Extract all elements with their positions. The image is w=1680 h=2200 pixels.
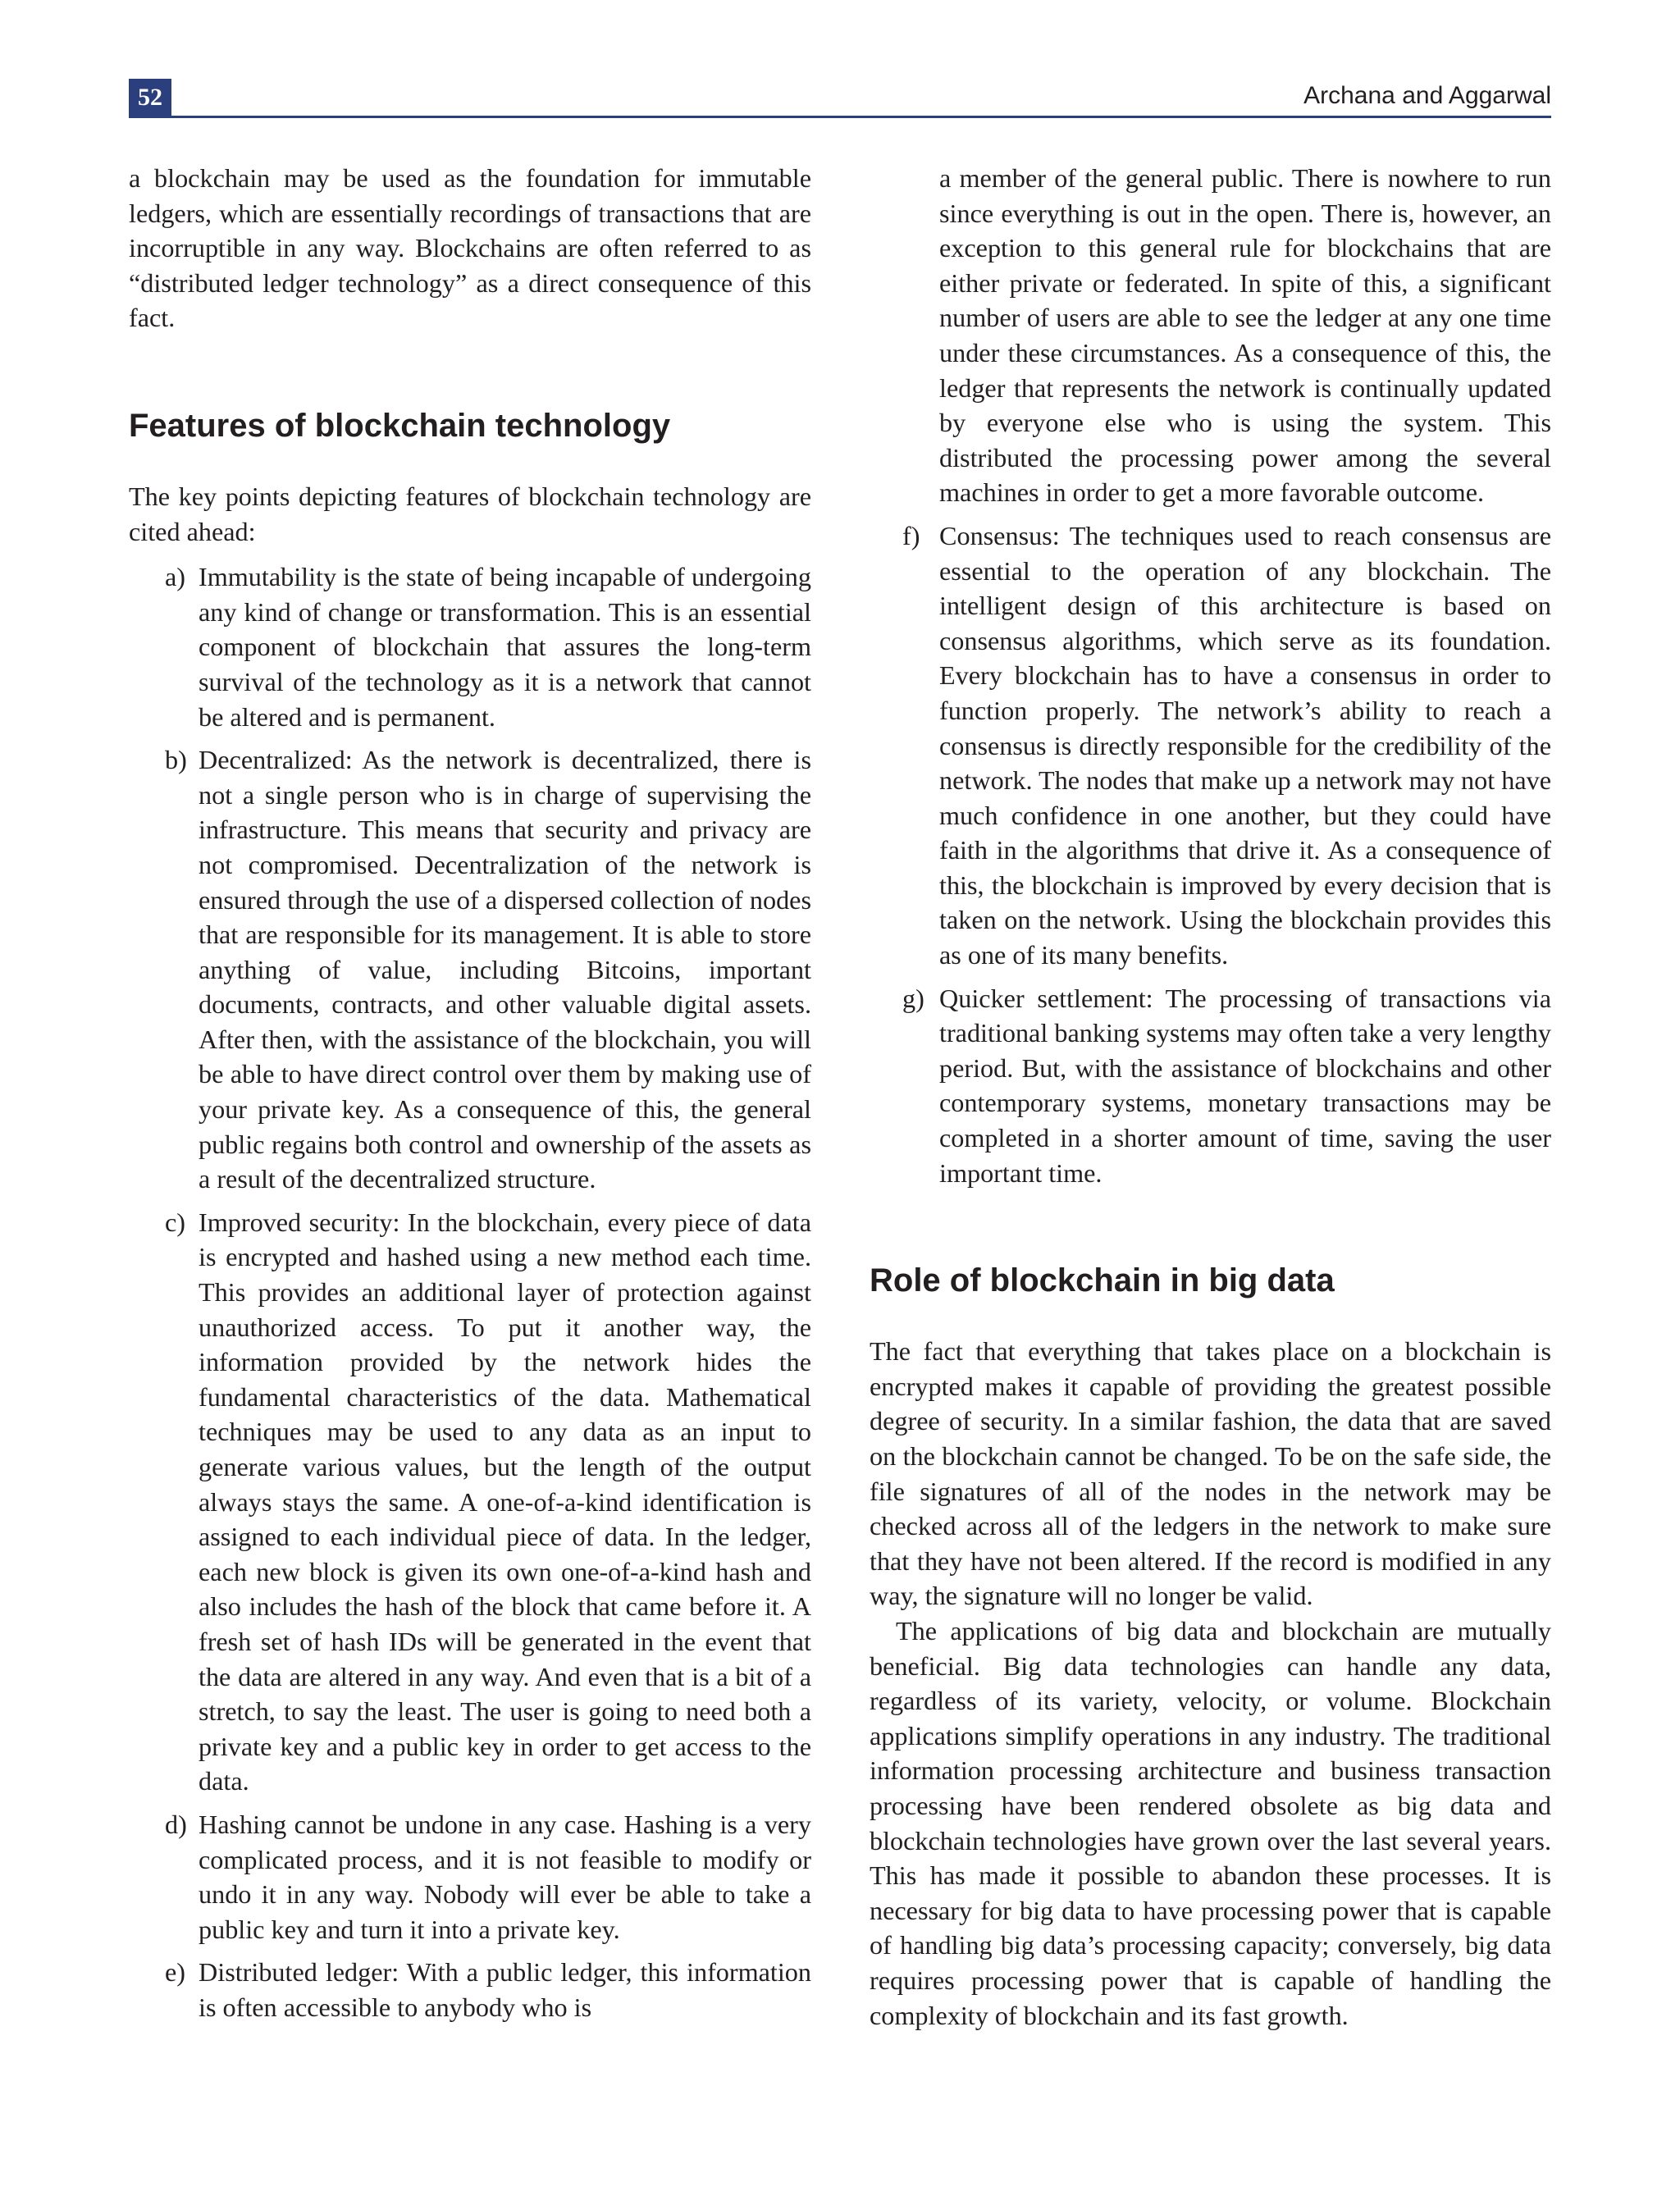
body-paragraph-2: The applications of big data and blockchain are mutually beneficial. Big data technologies can handle any data, regardless of its variety, velocity, or volume. Blockchain applications simplify operations in any industry. The traditional information processing architecture and business transaction processing have been rendered obsolete as big data and blockchain technologies have grown over the last several years. This has made it possible to abandon these processes. It is necessary for big data to have processing power that is capable of handling big data’s processing capacity; conversely, big data requires processing power that is capable of handling the complexity of blockchain and its fast growth. — [870, 1615, 1551, 2030]
header-rule — [129, 116, 1551, 118]
list-item-text: Consensus: The techniques used to reach consensus are essential to the operation of any blockchain. The intelligent design of this architecture is based on consensus algorithms, which serve as its foundation. Every blockchain has to have a consensus in order to function properly. The network’s ability to reach a consensus is directly responsible for the credibility of the network. The nodes that make up a network may not have much confidence in one another, but they could have faith in the algorithms that drive it. As a consequence of this, the blockchain is improved by every decision that is taken on the network. Using the blockchain provides this as one of its many benefits. — [939, 520, 1551, 970]
running-head: Archana and Aggarwal — [1303, 82, 1551, 109]
list-marker: g) — [902, 983, 924, 1013]
list-marker: d) — [165, 1809, 187, 1839]
right-column — [870, 161, 1551, 2033]
intro-paragraph: a blockchain may be used as the foundation for immutable ledgers, which are essentially recordings of transactions that are incorruptible in any way. Blockchains are often referred to as “distributed ledger technology” as a direct consequence of this fact. — [129, 163, 811, 333]
left-column — [129, 161, 811, 2025]
list-item-e-continuation: a member of the general public. There is nowhere to run since everything is out in the open. There is, however, an exception to this general rule for blockchains that are either private or federated. In spite of this, a significant number of users are able to see the ledger at any one time under these circumstances. As a consequence of this, the ledger that represents the network is continually updated by everyone else who is using the system. This distributed the processing power among the several machines in order to get a more favorable outcome. — [939, 163, 1551, 508]
list-item-e — [129, 1955, 811, 2024]
section-heading-features: Features of blockchain technology — [129, 407, 671, 444]
list-item-text: Quicker settlement: The processing of transactions via traditional banking systems may often take a very lengthy period. But, with the assistance of blockchains and other contemporary systems, monetary transactions may be completed in a shorter amount of time, saving the user important time. — [939, 983, 1551, 1188]
list-marker: c) — [165, 1207, 186, 1237]
list-item-f — [870, 518, 1551, 973]
list-marker: e) — [165, 1957, 186, 1988]
list-marker: a) — [165, 562, 186, 592]
body-paragraph-1: The fact that everything that takes place on a blockchain is encrypted makes it capable of providing the greatest possible degree of security. In a similar fashion, the data that are saved on the blockchain cannot be changed. To be on the safe side, the file signatures of all of the nodes in the network may be checked across all of the ledgers in the network to make sure that they have not been altered. If the record is modified in any way, the signature will no longer be valid. — [870, 1336, 1551, 1611]
list-item-text: Decentralized: As the network is decentralized, there is not a single person who is in charge of supervising the infrastructure. This means that security and privacy are not compromised. Decentralization of the network is ensured through the use of a dispersed collection of nodes that are responsible for its management. It is able to store anything of value, including Bitcoins, important documents, contracts, and other valuable digital assets. After then, with the assistance of the blockchain, you will be able to have direct control over them by making use of your private key. As a consequence of this, the general public regains both control and ownership of the assets as a result of the decentralized structure. — [199, 745, 811, 1194]
list-item-d — [129, 1807, 811, 1947]
list-item-text: Distributed ledger: With a public ledger, this information is often accessible to anybody who is — [199, 1957, 811, 2022]
list-marker: f) — [902, 520, 920, 550]
list-item-text: Immutability is the state of being incapable of undergoing any kind of change or transformation. This is an essential component of blockchain that assures the long-term survival of the technology as it is a network that cannot be altered and is permanent. — [199, 562, 811, 732]
page-number: 52 — [129, 79, 171, 116]
list-item-text: Improved security: In the blockchain, every piece of data is encrypted and hashed using a new method each time. This provides an additional layer of protection against unauthorized access. To put it another way, the information provided by the network hides the fundamental characteristics of the data. Mathematical techniques may be used to any data as an input to generate various values, but the length of the output always stays the same. A one-of-a-kind identification is assigned to each individual piece of data. In the ledger, each new block is given its own one-of-a-kind hash and also includes the hash of the block that came before it. A fresh set of hash IDs will be generated in the event that the data are altered in any way. And even that is a bit of a stretch, to say the least. The user is going to need both a private key and a public key in order to get access to the data. — [199, 1207, 811, 1796]
section-heading-role: Role of blockchain in big data — [870, 1262, 1335, 1299]
list-marker: b) — [165, 745, 187, 775]
list-item-a — [129, 559, 811, 734]
list-item-b — [129, 742, 811, 1197]
section-intro: The key points depicting features of blockchain technology are cited ahead: — [129, 481, 811, 546]
list-item-c — [129, 1205, 811, 1799]
list-item-g — [870, 981, 1551, 1191]
list-item-text: Hashing cannot be undone in any case. Hashing is a very complicated process, and it is not feasible to modify or undo it in any way. Nobody will ever be able to take a public key and turn it into a private key. — [199, 1809, 811, 1944]
